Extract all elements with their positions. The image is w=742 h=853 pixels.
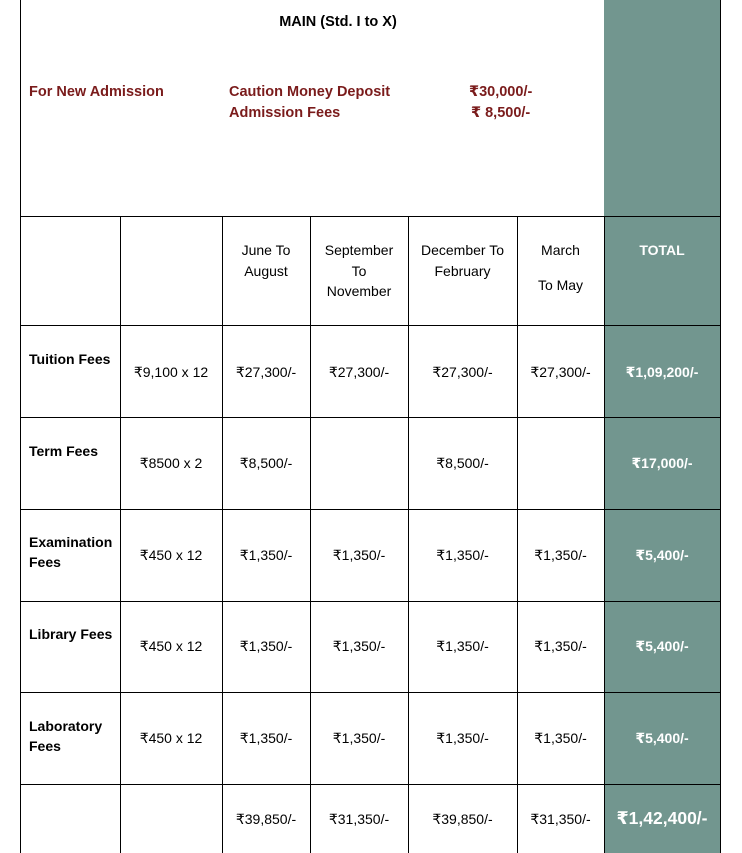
amount-cell: ₹1,350/- <box>534 638 587 654</box>
new-admission-label: For New Admission <box>29 84 164 100</box>
amount-cell: ₹1,350/- <box>239 547 293 563</box>
grid-line <box>20 784 721 785</box>
grid-line <box>604 216 605 853</box>
amount-cell: ₹8,500/- <box>436 455 489 471</box>
grid-line <box>20 0 21 853</box>
column-total-cell: ₹31,350/- <box>328 811 390 827</box>
total-cell: ₹1,09,200/- <box>625 364 699 380</box>
rate-cell: ₹450 x 12 <box>139 638 203 654</box>
amount-cell: ₹1,350/- <box>534 730 587 746</box>
grid-line <box>720 0 721 853</box>
row-label-line: Examination <box>29 534 113 550</box>
rate-cell: ₹450 x 12 <box>139 730 203 746</box>
grid-line <box>517 216 518 853</box>
grid-line <box>20 601 721 602</box>
grid-line <box>20 216 721 217</box>
admission-fees-amount: ₹ 8,500/- <box>471 105 531 121</box>
col-header-line: To May <box>537 276 584 293</box>
col-header-march-may <box>517 240 604 295</box>
amount-cell: ₹1,350/- <box>436 638 489 654</box>
amount-cell: ₹27,300/- <box>530 364 591 380</box>
total-cell: ₹5,400/- <box>635 730 689 746</box>
col-header-line: February <box>434 262 491 279</box>
total-cell: ₹5,400/- <box>635 547 689 563</box>
total-cell: ₹17,000/- <box>631 455 693 471</box>
page-title: MAIN (Std. I to X) <box>279 14 397 30</box>
col-header-total: TOTAL <box>639 242 685 258</box>
total-cell: ₹5,400/- <box>635 638 689 654</box>
grid-line <box>120 216 121 853</box>
amount-cell: ₹1,350/- <box>239 638 293 654</box>
amount-cell: ₹27,300/- <box>235 364 297 380</box>
amount-cell: ₹1,350/- <box>436 547 489 563</box>
rate-cell: ₹450 x 12 <box>139 547 203 563</box>
grid-line <box>310 216 311 853</box>
column-total-cell: ₹31,350/- <box>530 811 591 827</box>
rate-cell: ₹8500 x 2 <box>139 455 203 471</box>
grid-line <box>20 417 721 418</box>
amount-cell: ₹1,350/- <box>332 547 386 563</box>
row-label-laboratory-fees <box>29 716 102 756</box>
col-header-line: September <box>324 242 394 258</box>
grid-line <box>408 216 409 853</box>
col-header-line: March <box>541 242 580 258</box>
row-label-examination-fees <box>29 532 112 572</box>
admission-fees-label: Admission Fees <box>229 105 341 121</box>
row-label-line: Laboratory <box>29 718 103 734</box>
col-header-line: June To <box>241 242 291 258</box>
amount-cell: ₹1,350/- <box>239 730 293 746</box>
row-label-term-fees: Term Fees <box>29 443 98 459</box>
amount-cell: ₹27,300/- <box>328 364 390 380</box>
row-label-library-fees: Library Fees <box>29 626 113 642</box>
amount-cell: ₹1,350/- <box>332 638 386 654</box>
column-total-cell: ₹39,850/- <box>432 811 493 827</box>
row-label-line: Fees <box>29 738 61 754</box>
grid-line <box>20 509 721 510</box>
grid-line <box>20 325 721 326</box>
column-total-cell: ₹39,850/- <box>235 811 297 827</box>
amount-cell: ₹1,350/- <box>332 730 386 746</box>
grand-total-cell: ₹1,42,400/- <box>616 808 708 828</box>
col-header-september-november <box>310 240 408 302</box>
col-header-june-august <box>222 240 310 281</box>
amount-cell: ₹8,500/- <box>239 455 293 471</box>
grid-line <box>222 216 223 853</box>
caution-deposit-amount: ₹30,000/- <box>469 84 533 100</box>
amount-cell: ₹1,350/- <box>436 730 489 746</box>
col-header-line: To <box>351 262 367 279</box>
rate-cell: ₹9,100 x 12 <box>133 364 209 380</box>
row-label-tuition-fees: Tuition Fees <box>29 351 111 367</box>
col-header-line: December To <box>420 242 504 258</box>
amount-cell: ₹27,300/- <box>432 364 493 380</box>
row-label-line: Fees <box>29 554 61 570</box>
col-header-december-february <box>408 240 517 281</box>
col-header-line: November <box>326 283 392 299</box>
total-column-band <box>604 0 720 853</box>
amount-cell: ₹1,350/- <box>534 547 587 563</box>
grid-line <box>20 692 721 693</box>
caution-deposit-label: Caution Money Deposit <box>229 84 391 100</box>
col-header-line: August <box>244 262 288 279</box>
